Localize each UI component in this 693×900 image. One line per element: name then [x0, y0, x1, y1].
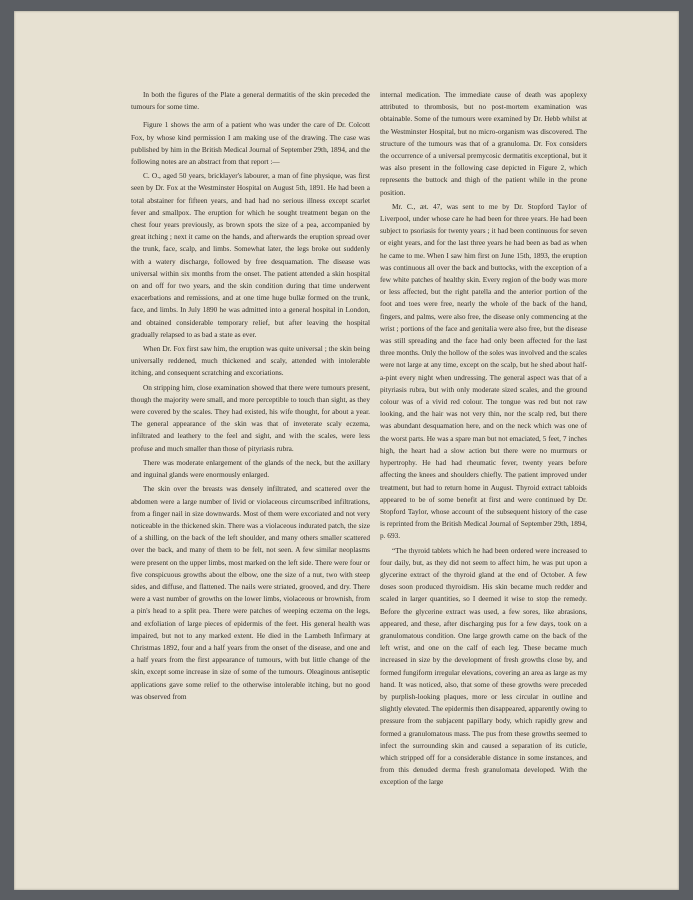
paragraph: “The thyroid tablets which he had been ordered were increased to four daily, but, as they did not seem to affect him, he was put upon a glycerine extract of the thyroid gland at the end of October. A few doses soon produced thyroidism. His skin became much redder and scaled in larger quantities, so I deemed it wise to stop the remedy. Before the glycerine extract was used, a few sores, like abrasions, appeared, and these, after discharging pus for a few days, took on a granulomatous condition. One large growth came on the back of the left wrist, and one on the calf of each leg. These became much increased in size by the development of fresh growths close by, and formed fungiform irregular elevations, covering an area as large as my hand. It was noticed, also, that some of these growths were preceded by purplish-looking plaques, more or less circular in outline and slightly elevated. The epidermis then disappeared, apparently owing to pressure from the subjacent papillary body, which rapidly grew and formed a granulomatous mass. The pus from these growths seemed to infect the surrounding skin and caused a separation of its cuticle, which stripped off for a considerable distance in some instances, and from this denuded derma fresh granulomata developed. With the exception of the large: [380, 545, 587, 787]
paragraph: There was moderate enlargement of the glands of the neck, but the axillary and inguinal glands were enormously enlarged.: [131, 457, 370, 480]
right-text-column: [380, 89, 587, 791]
paragraph: On stripping him, close examination showed that there were tumours present, though the majority were small, and more perceptible to touch than sight, as they were covered by the scales. They had existed, his wife thought, for about a year. The general appearance of the skin was that of inveterate scaly eczema, infiltrated and leathery to the feel and sight, and with the scales, were less profuse and much smaller than those of pityriasis rubra.: [131, 382, 370, 453]
paragraph: C. O., aged 50 years, bricklayer's labourer, a man of fine physique, was first seen by Dr. Fox at the Westminster Hospital on August 5th, 1891. He had been a total abstainer for fifteen years, and had had no serious illness except scarlet fever and smallpox. The eruption for which he sought treatment began on the chest four years previously, as brown spots the size of a pea, accompanied by great itching ; next it came on the hands, and afterwards the eruption spread over the trunk, face, scalp, and limbs. Somewhat later, the legs broke out suddenly with a watery discharge, followed by free desquamation. The disease was universal within six months from the onset. The patient attended a skin hospital on and off for two years, and the skin condition during that time underwent exacerbations and remissions, and at one time huge bullæ formed on the trunk, face, and limbs. In July 1890 he was admitted into a general hospital in London, and obtained considerable temporary relief, but after leaving the hospital gradually relapsed to as bad a state as ever.: [131, 171, 370, 339]
paragraph: internal medication. The immediate cause of death was apoplexy attributed to thrombosis, but no post-mortem examination was obtainable. Some of the tumours were examined by Dr. Hebb whilst at the Westminster Hospital, but no micro-organism was discovered. The structure of the tumours was that of a granuloma. Dr. Fox considers the occurrence of a universal premycosic dermatitis exceptional, but it was also present in the following case depicted in Figure 2, which represents the buttock and thigh of the patient while in the prone position.: [380, 90, 587, 197]
paragraph: The skin over the breasts was densely infiltrated, and scattered over the abdomen were a large number of livid or violaceous circumscribed infiltrations, from a finger nail in size downwards. Most of them were excoriated and not very noticeable in the thickened skin. There was a violaceous indurated patch, the size of a shilling, on the back of the left shoulder, and many others smaller scattered over the back, and many of them to be felt, not seen. A few similar neoplasms were present on the upper limbs, most marked on the left side. There were four or five conspicuous growths about the elbow, one the size of a nut, two with steep sides, and diffuse, and flattened. The nails were striated, grooved, and dry. There were a vast number of growths on the lower limbs, violaceous or brownish, from a pin's head to a split pea. There were patches of weeping eczema on the legs, and exfoliation of large pieces of epidermis of the feet. His general health was impaired, but not to any marked extent. He died in the Lambeth Infirmary at Christmas 1892, four and a half years from the onset of the disease, and one and a half years from the first appearance of tumours, with but little change of the skin, except some increase in size of some of the tumours. Oleaginous antiseptic applications gave some relief to the otherwise intolerable itching, but no good was observed from: [131, 484, 370, 701]
paragraph: In both the figures of the Plate a general dermatitis of the skin preceded the tumours for some time.: [131, 90, 370, 112]
book-page: [14, 11, 679, 890]
paragraph: Figure 1 shows the arm of a patient who was under the care of Dr. Colcott Fox, by whose kind permission I am making use of the drawing. The case was published by him in the British Medical Journal of September 29th, 1894, and the following notes are an abstract from that report :—: [131, 120, 370, 167]
paragraph: Mr. C., æt. 47, was sent to me by Dr. Stopford Taylor of Liverpool, under whose care he had been for three years. He had been subject to psoriasis for twenty years ; it had been continuous for seven or eight years, and for the last three years he had been as bad as when he came to me. When I saw him first on June 15th, 1893, the eruption was continuous all over the back and buttocks, with the exception of a few white patches of healthy skin. Every region of the body was more or less affected, but the right patella and the anterior portion of the foot and toes were free, nearly the whole of the back of the hand, fingers, and palms, were also free, the disease only commencing at the wrist ; portions of the face and genitalia were also free, but the disease was still spreading and the face had only been affected for the last three months. Only the hollow of the soles was involved and the scales were not large at any time, except on the scalp, but he shed about half-a-pint every night when undressing. The general aspect was that of a pityriasis rubra, but with only moderate sized scales, and the ground colour was of a vivid red colour. The tongue was red but not raw looking, and the hair was not very thin, nor the scalp red, but there was abundant desquamation here, and on the neck which was one of the worst parts. He was a spare man but not emaciated, 5 feet, 7 inches high, the heart had a slow action but there were no murmurs or hypertrophy. He had had rheumatic fever, twenty years before affecting the knees and shoulders chiefly. The patient improved under treatment, but had to return home in August. Thyroid extract tabloids appeared to be of some benefit at first and were continued by Dr. Stopford Taylor, whose account of the subsequent history of the case is reprinted from the British Medical Journal of September 29th, 1894, p. 693.: [380, 201, 587, 541]
left-text-column: [131, 89, 370, 705]
paragraph: When Dr. Fox first saw him, the eruption was quite universal ; the skin being universally reddened, much thickened and scaly, attended with intolerable itching, and consequent scratching and excoriations.: [131, 344, 370, 378]
